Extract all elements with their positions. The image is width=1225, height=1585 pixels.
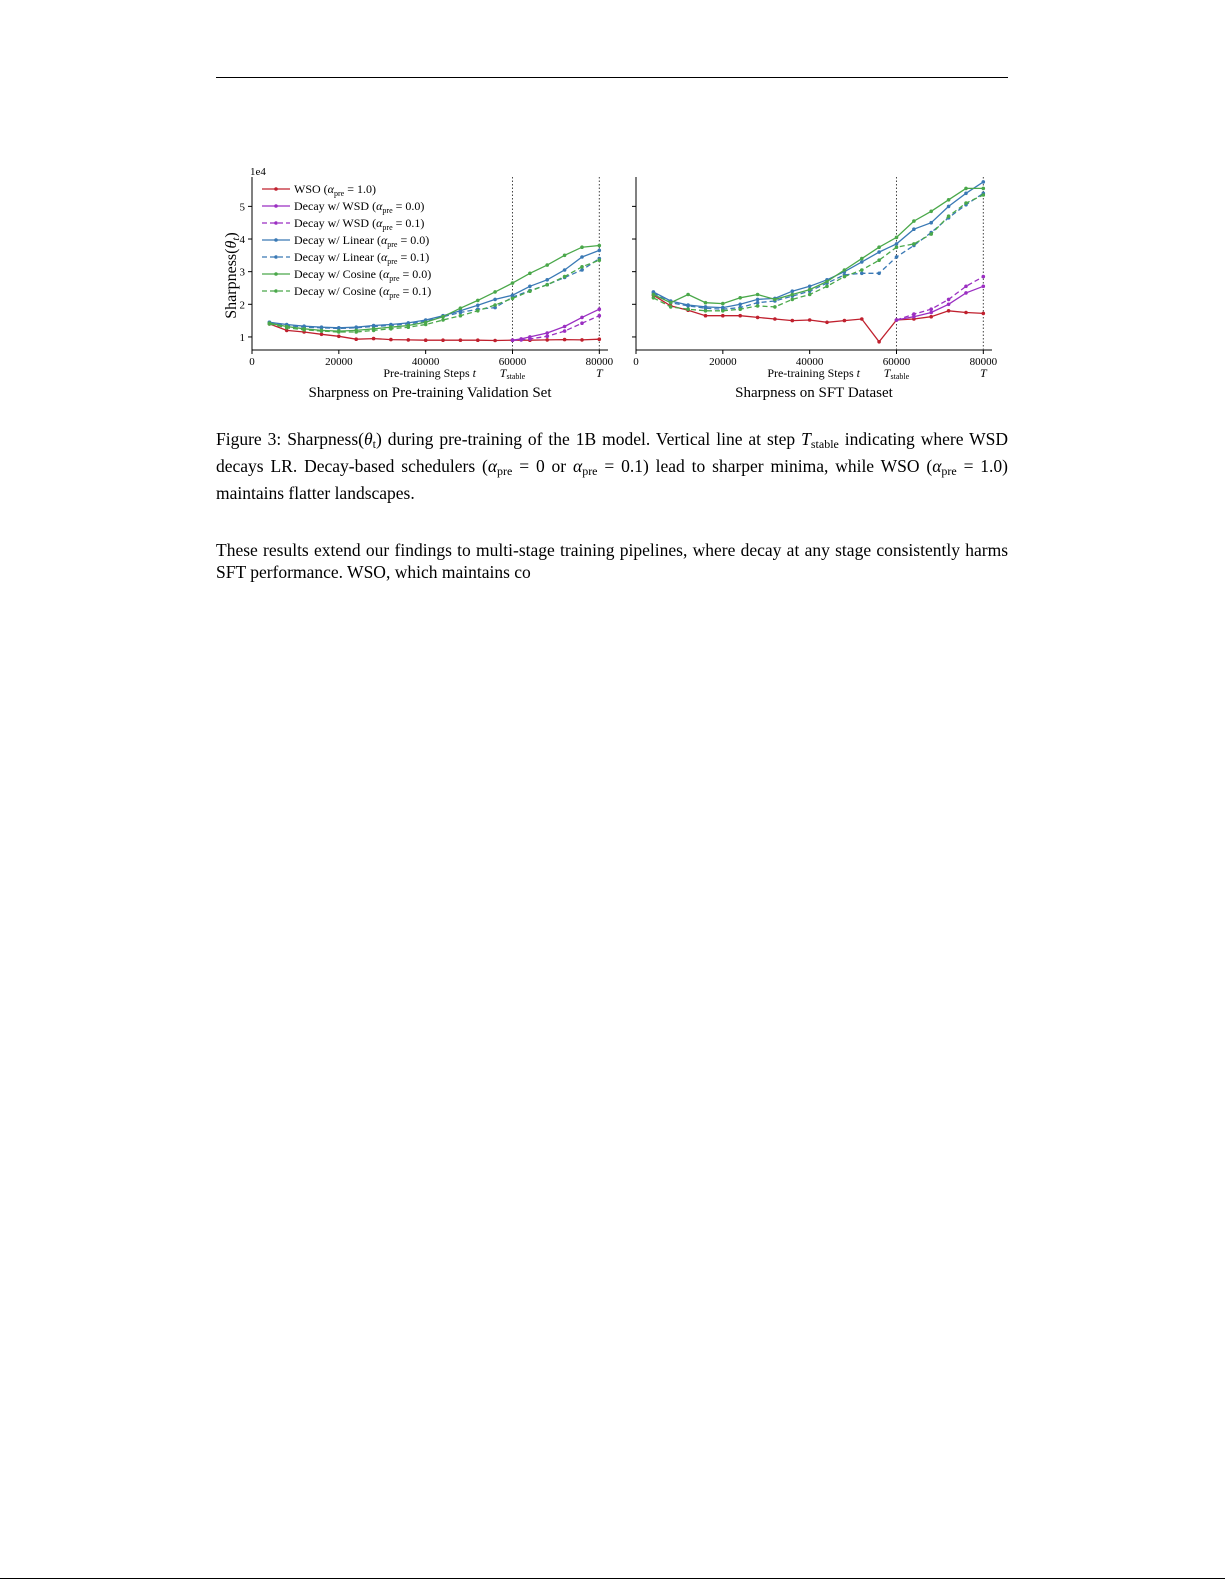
y-tick-label: 5 — [239, 201, 245, 214]
x-tick-label: 0 — [633, 356, 639, 368]
data-point — [493, 290, 497, 294]
data-point — [441, 315, 445, 319]
caption-part-5: = 0.1) lead to sharper minima, while WSO ( — [597, 456, 933, 476]
data-point — [791, 293, 795, 297]
data-point — [563, 338, 567, 342]
caption-T-sub: stable — [810, 437, 839, 451]
legend-entry: Decay w/ Cosine $(\alpha_{pre} = 0.1)$ — [294, 284, 432, 300]
data-point — [511, 281, 515, 285]
data-point — [704, 301, 708, 305]
data-point — [580, 265, 584, 269]
data-point — [545, 338, 549, 342]
x-tick-label: 20000 — [709, 356, 737, 368]
figure-caption — [216, 428, 1008, 504]
data-point — [580, 255, 584, 259]
vline-label-t: T — [595, 366, 603, 380]
data-point — [929, 307, 933, 311]
data-point — [302, 328, 306, 332]
y-tick-label: 1 — [239, 331, 245, 344]
chart-title: Sharpness on SFT Dataset — [735, 385, 893, 401]
legend-entry: Decay w/ Linear $(\alpha_{pre} = 0.0)$ — [294, 233, 430, 249]
data-point — [580, 338, 584, 342]
data-point — [964, 192, 968, 196]
data-point — [895, 236, 899, 240]
body-paragraph-text: These results extend our findings to multi-stage training pipelines, where decay at any stage consistently harms SFT performance. WSO, which maintains co — [216, 540, 1008, 582]
chart-pretraining-validation — [223, 166, 614, 401]
data-point — [895, 242, 899, 246]
data-point — [843, 319, 847, 323]
legend-marker — [274, 255, 278, 259]
y-multiplier: 1e4 — [250, 166, 266, 178]
data-point — [563, 268, 567, 272]
y-tick-label: 2 — [239, 299, 245, 312]
x-tick-label: 40000 — [411, 356, 440, 368]
data-point — [389, 327, 393, 331]
figure-3 — [0, 0, 1225, 420]
data-point — [580, 268, 584, 272]
y-axis-label: Sharpness(θt) — [223, 232, 242, 319]
x-tick-label: 80000 — [585, 356, 614, 368]
data-point — [860, 260, 864, 264]
data-point — [982, 285, 986, 289]
data-point — [580, 316, 584, 320]
x-tick-label: 80000 — [969, 356, 998, 368]
data-point — [476, 299, 480, 303]
data-point — [563, 254, 567, 258]
data-point — [704, 309, 708, 313]
data-point — [808, 318, 812, 322]
data-point — [808, 288, 812, 292]
data-point — [738, 314, 742, 318]
data-point — [843, 275, 847, 279]
data-point — [598, 337, 602, 341]
data-point — [686, 307, 690, 311]
data-point — [598, 307, 602, 311]
series-line — [653, 295, 983, 342]
data-point — [825, 280, 829, 284]
series-line — [653, 188, 983, 303]
data-point — [459, 306, 463, 310]
x-axis-label: Pre-training Steps t — [767, 366, 860, 380]
data-point — [721, 302, 725, 306]
data-point — [721, 309, 725, 313]
legend-entry: Decay w/ WSD $(\alpha_{pre} = 0.1)$ — [294, 216, 425, 232]
data-point — [598, 314, 602, 318]
data-point — [860, 317, 864, 321]
data-point — [912, 219, 916, 223]
data-point — [459, 314, 463, 318]
series-line — [513, 316, 600, 341]
data-point — [912, 227, 916, 231]
x-tick-label: 20000 — [325, 356, 353, 368]
y-tick-label: 4 — [239, 234, 245, 247]
data-point — [337, 330, 341, 334]
data-point — [704, 314, 708, 318]
data-point — [877, 272, 881, 276]
data-point — [912, 312, 916, 316]
data-point — [652, 293, 656, 297]
data-point — [528, 272, 532, 276]
data-point — [964, 201, 968, 205]
data-point — [424, 338, 428, 342]
data-point — [354, 330, 358, 334]
data-point — [773, 317, 777, 321]
data-point — [545, 283, 549, 287]
data-point — [947, 198, 951, 202]
data-point — [493, 303, 497, 307]
data-point — [773, 298, 777, 302]
data-point — [493, 298, 497, 302]
data-point — [441, 338, 445, 342]
x-tick-label: 40000 — [795, 356, 824, 368]
series-line — [653, 193, 983, 309]
data-point — [511, 338, 515, 342]
data-point — [721, 314, 725, 318]
data-point — [929, 315, 933, 319]
data-point — [860, 272, 864, 276]
data-point — [669, 301, 673, 305]
data-point — [964, 187, 968, 191]
data-point — [825, 285, 829, 289]
data-point — [877, 258, 881, 262]
data-point — [686, 293, 690, 297]
legend-marker — [274, 221, 278, 225]
data-point — [372, 329, 376, 333]
data-point — [947, 214, 951, 218]
data-point — [511, 297, 515, 301]
data-point — [860, 268, 864, 272]
caption-figure-label: Figure 3: — [216, 429, 282, 449]
caption-alpha-1-sub: pre — [497, 464, 513, 478]
data-point — [808, 293, 812, 297]
data-point — [877, 245, 881, 249]
body-paragraph — [216, 539, 1008, 583]
data-point — [808, 285, 812, 289]
data-point — [519, 338, 523, 342]
caption-part-6: = 1.0) maintains flatter landscapes. — [216, 456, 1009, 503]
data-point — [563, 329, 567, 333]
data-point — [982, 187, 986, 191]
caption-alpha-2-sub: pre — [582, 464, 598, 478]
data-point — [912, 242, 916, 246]
data-point — [476, 304, 480, 308]
series-line — [653, 195, 983, 311]
data-point — [563, 275, 567, 279]
data-point — [441, 318, 445, 322]
data-point — [372, 337, 376, 341]
data-point — [738, 303, 742, 307]
data-point — [791, 298, 795, 302]
data-point — [598, 258, 602, 262]
data-point — [459, 311, 463, 315]
data-point — [424, 323, 428, 327]
caption-theta-sub: t — [372, 437, 376, 451]
data-point — [947, 298, 951, 302]
data-point — [652, 296, 656, 300]
caption-alpha-1: α — [487, 456, 498, 476]
series-decay-w-wsd-pre-0-0 — [511, 307, 601, 342]
series-line — [513, 309, 600, 340]
data-point — [320, 329, 324, 333]
data-point — [407, 338, 411, 342]
x-tick-label: 60000 — [498, 356, 527, 368]
data-point — [598, 244, 602, 248]
legend-entry: Decay w/ WSD $(\alpha_{pre} = 0.0)$ — [294, 199, 425, 215]
data-point — [877, 340, 881, 344]
data-point — [877, 250, 881, 254]
vline-label-t-stable: Tstable — [883, 366, 910, 381]
data-point — [354, 337, 358, 341]
legend-marker — [274, 238, 278, 242]
data-point — [756, 293, 760, 297]
data-point — [895, 255, 899, 259]
data-point — [738, 307, 742, 311]
data-point — [459, 338, 463, 342]
data-point — [947, 303, 951, 307]
data-point — [545, 263, 549, 267]
series-line — [653, 182, 983, 308]
data-point — [598, 249, 602, 253]
data-point — [580, 321, 584, 325]
data-point — [268, 322, 272, 326]
data-point — [947, 205, 951, 209]
data-point — [285, 326, 289, 330]
series-line — [897, 286, 984, 320]
data-point — [320, 333, 324, 337]
caption-part-4: = 0 or — [512, 456, 573, 476]
caption-part-2: ) during pre-training of the 1B model. Vertical line at step — [375, 429, 802, 449]
data-point — [756, 298, 760, 302]
data-point — [791, 319, 795, 323]
series-decay-w-wsd-pre-0-1 — [895, 275, 985, 322]
legend — [262, 182, 431, 300]
data-point — [545, 335, 549, 339]
data-point — [964, 311, 968, 315]
legend-marker — [274, 289, 278, 293]
data-point — [947, 309, 951, 313]
data-point — [545, 331, 549, 335]
data-point — [669, 305, 673, 309]
data-point — [476, 338, 480, 342]
data-point — [982, 180, 986, 184]
data-point — [407, 325, 411, 329]
data-point — [686, 304, 690, 308]
footer-rule — [0, 1578, 1225, 1579]
series-decay-w-cosine-pre-0-1 — [652, 193, 985, 312]
legend-entry: Decay w/ Linear $(\alpha_{pre} = 0.1)$ — [294, 250, 430, 266]
data-point — [982, 312, 986, 316]
caption-theta: θ — [364, 429, 373, 449]
data-point — [563, 325, 567, 329]
vline-label-t: T — [979, 366, 987, 380]
data-point — [982, 275, 986, 279]
chart-title: Sharpness on Pre-training Validation Set — [308, 385, 552, 401]
data-point — [756, 301, 760, 305]
data-point — [895, 318, 899, 322]
data-point — [929, 232, 933, 236]
caption-part-3: indicating where WSD decays LR. Decay-based schedulers ( — [216, 429, 1008, 476]
caption-T: T — [801, 429, 811, 449]
data-point — [964, 291, 968, 295]
data-point — [528, 337, 532, 341]
data-point — [982, 193, 986, 197]
data-point — [528, 289, 532, 293]
data-point — [389, 338, 393, 342]
caption-part-1: Sharpness( — [287, 429, 364, 449]
data-point — [929, 311, 933, 315]
y-tick-label: 3 — [239, 266, 245, 279]
legend-marker — [274, 204, 278, 208]
data-point — [545, 278, 549, 282]
data-point — [528, 285, 532, 289]
data-point — [337, 335, 341, 339]
x-axis-label: Pre-training Steps t — [383, 366, 476, 380]
legend-entry: WSO $(\alpha_{pre} = 1.0)$ — [294, 182, 376, 198]
data-point — [929, 210, 933, 214]
data-point — [580, 245, 584, 249]
data-point — [825, 321, 829, 325]
caption-alpha-3-sub: pre — [941, 464, 957, 478]
data-point — [476, 309, 480, 313]
data-point — [773, 305, 777, 309]
legend-marker — [274, 272, 278, 276]
data-point — [493, 339, 497, 343]
vline-label-t-stable: Tstable — [499, 366, 526, 381]
data-point — [843, 268, 847, 272]
legend-entry: Decay w/ Cosine $(\alpha_{pre} = 0.0)$ — [294, 267, 432, 283]
data-point — [895, 245, 899, 249]
x-tick-label: 0 — [249, 356, 255, 368]
data-point — [756, 304, 760, 308]
data-point — [756, 316, 760, 320]
data-point — [929, 221, 933, 225]
data-point — [964, 285, 968, 289]
x-tick-label: 60000 — [882, 356, 911, 368]
caption-alpha-2: α — [573, 456, 583, 476]
data-point — [738, 296, 742, 300]
legend-marker — [274, 187, 278, 191]
chart-sft-dataset — [632, 177, 998, 401]
caption-alpha-3: α — [932, 456, 942, 476]
data-point — [860, 257, 864, 261]
data-point — [791, 289, 795, 293]
